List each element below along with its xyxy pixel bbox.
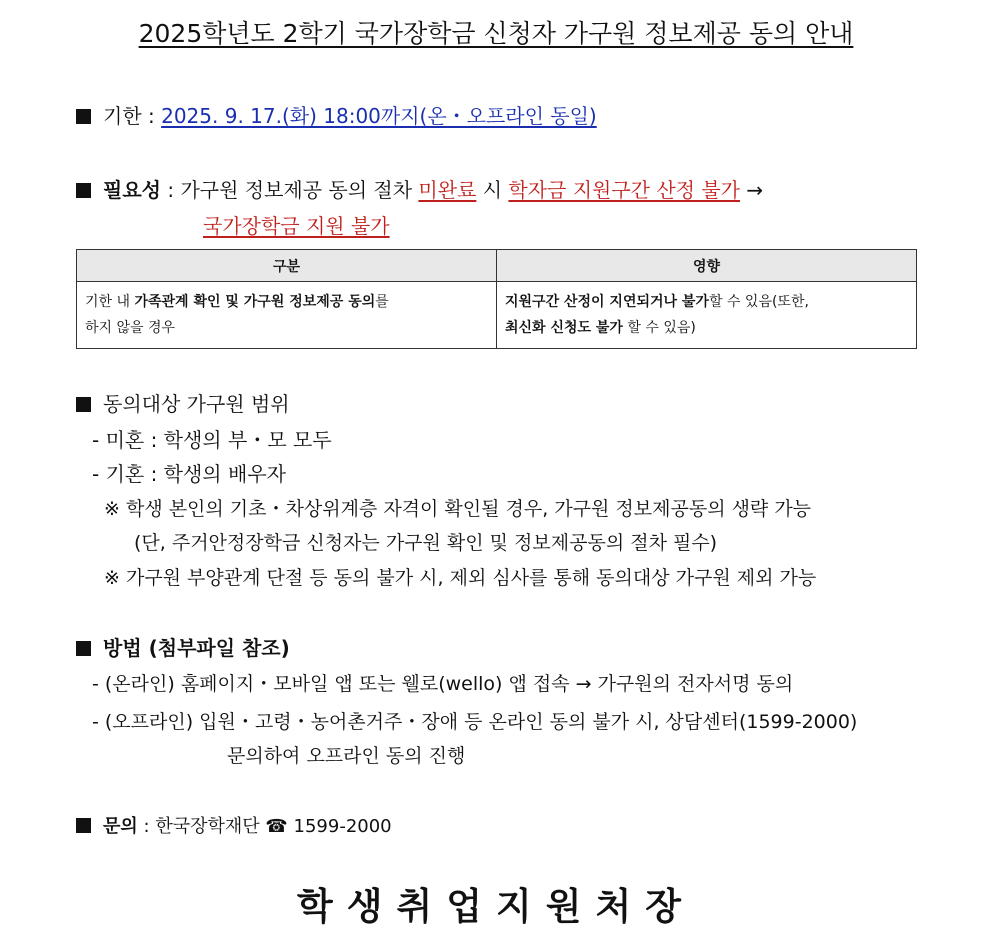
married-value: 배우자 [228, 462, 286, 486]
method-heading-text: 방법 (첨부파일 참조) [103, 636, 290, 660]
unmarried-pre: 학생의 [163, 428, 222, 452]
method-heading [76, 632, 290, 661]
table-row [77, 282, 917, 349]
cell-text: 할 수 있음) [627, 320, 696, 336]
unmarried-value: 부・모 모두 [228, 428, 332, 452]
square-bullet-icon [76, 183, 91, 198]
method-online: - (온라인) 홈페이지・모바일 앱 또는 웰로(wello) 앱 접속 → 가구원의 전자서명 동의 [92, 673, 794, 695]
deadline-colon: : [148, 104, 155, 128]
method-offline: - (오프라인) 입원・고령・농어촌거주・장애 등 온라인 동의 불가 시, 상담센터(1599-2000) [92, 711, 858, 733]
cell-text-bold: 지원구간 산정이 지연되거나 불가 [505, 294, 709, 310]
necessity-colon: : [167, 178, 175, 202]
impact-table [76, 249, 917, 349]
scope-note-1-line-2: (단, 주거안정장학금 신청자는 가구원 확인 및 정보제공동의 절차 필수) [134, 532, 718, 554]
unmarried-label: - 미혼 : [92, 428, 158, 452]
square-bullet-icon [76, 397, 91, 412]
cell-text: 를 [375, 294, 389, 310]
necessity-label: 필요성 [103, 178, 161, 202]
document-title: 2025학년도 2학기 국가장학금 신청자 가구원 정보제공 동의 안내 [138, 19, 854, 48]
necessity-line-2 [203, 210, 390, 239]
table-header-category: 구분 [77, 250, 497, 282]
married-pre: 학생의 [163, 462, 222, 486]
cell-text: 기한 내 [85, 294, 131, 310]
table-header-impact: 영향 [497, 250, 917, 282]
contact-colon: : [143, 816, 150, 837]
contact-section [76, 812, 392, 838]
cell-text-bold: 가족관계 확인 및 가구원 정보제공 동의 [134, 294, 376, 310]
cell-text-bold: 최신화 신청도 불가 [505, 320, 623, 336]
deadline-section [76, 100, 597, 129]
method-offline-line-2: 문의하여 오프라인 동의 진행 [227, 745, 466, 767]
table-cell-impact [497, 282, 917, 349]
necessity-scholarship-unavailable: 국가장학금 지원 불가 [203, 214, 390, 238]
square-bullet-icon [76, 818, 91, 833]
necessity-text-1: 가구원 정보제공 동의 절차 [180, 178, 413, 202]
scope-heading-text: 동의대상 가구원 범위 [103, 392, 290, 416]
scope-married [92, 458, 286, 487]
cell-text: 하지 않을 경우 [85, 320, 176, 336]
table-header-row [77, 250, 917, 282]
scope-unmarried [92, 424, 332, 453]
scope-heading [76, 388, 290, 417]
deadline-value: 2025. 9. 17.(화) 18:00까지(온・오프라인 동일) [161, 104, 597, 128]
necessity-text-2: 시 [482, 178, 503, 202]
deadline-label: 기한 [103, 104, 142, 128]
necessity-arrow: → [746, 178, 764, 202]
scope-note-2: ※ 가구원 부양관계 단절 등 동의 불가 시, 제외 심사를 통해 동의대상 가구원 제외 가능 [104, 567, 817, 589]
necessity-incomplete: 미완료 [418, 178, 477, 202]
scope-note-1: ※ 학생 본인의 기초・차상위계층 자격이 확인될 경우, 가구원 정보제공동의 생략 가능 [104, 498, 812, 520]
square-bullet-icon [76, 109, 91, 124]
contact-label: 문의 [103, 816, 138, 837]
table-cell-category [77, 282, 497, 349]
square-bullet-icon [76, 641, 91, 656]
necessity-section [76, 174, 763, 203]
married-label: - 기혼 : [92, 462, 158, 486]
contact-value: 한국장학재단 ☎ 1599-2000 [155, 816, 392, 837]
signature-issuer: 학생취업지원처장 [297, 885, 695, 928]
cell-text: 할 수 있음(또한, [708, 294, 809, 310]
necessity-tier-unavailable: 학자금 지원구간 산정 불가 [508, 178, 740, 202]
